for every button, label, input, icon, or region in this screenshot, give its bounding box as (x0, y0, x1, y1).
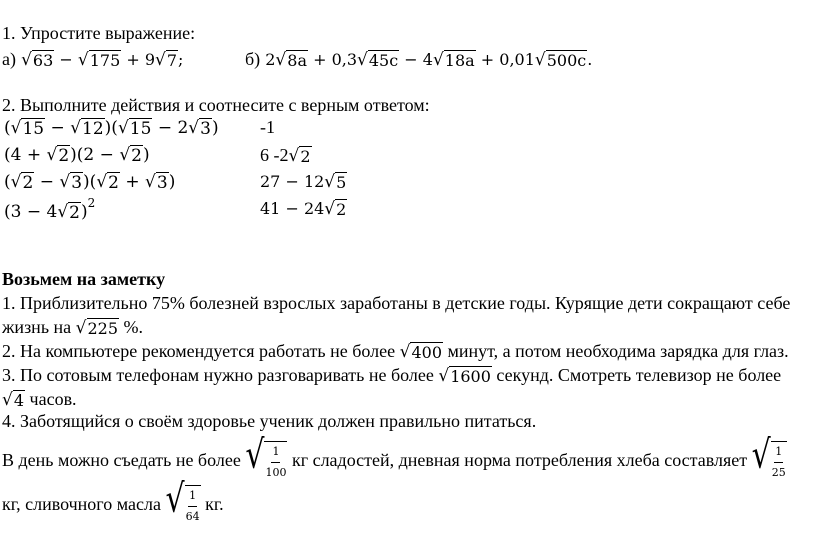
notes-line-3: 2. На компьютере рекомендуется работать не более √ 400 минут, а потом необходима зарядка для глаз. (2, 341, 789, 362)
notes-line-8: кг, сливочного масла √ $\frac{1}{64}$ кг. (2, 484, 224, 527)
task2-expression-1: ( √ 15 − √ 12 )( √ 15 − 2 √ 3 ) (4, 118, 219, 139)
notes-heading: Возьмем на заметку (2, 269, 166, 289)
task2-answer-1: -1 (260, 117, 275, 137)
task1-expression-a: а) √ 63 − √ 175 + 9 √ 7 ; (2, 49, 184, 70)
notes-line-7: В день можно съедать не более √ $\frac{1}{100}$ кг сладостей, дневная норма потребления хлеба составляет √ $\frac{1}{25}$ (2, 440, 787, 483)
task2-expression-4: (3 − 4 √ 2 )$^2$ (4, 196, 96, 223)
notes-line-5: √ 4 часов. (2, 389, 77, 410)
task1-label-a: а) (2, 49, 16, 69)
task2-answer-2: 6 -2 √ 2 (260, 145, 311, 166)
notes-line-4: 3. По сотовым телефонам нужно разговаривать не более √ 1600 секунд. Смотреть телевизор не более (2, 365, 782, 386)
task2-title: 2. Выполните действия и соотнесите с верным ответом: (2, 95, 430, 115)
task1-label-b: б) (245, 49, 261, 69)
task2-answer-3: 27 − 12 √ 5 (260, 172, 347, 192)
task1-expression-b: б) 2 √ 8a + 0,3 √ 45c − 4 √ 18a + 0,01 √ 500c . (245, 49, 593, 70)
task2-expression-3: ( √ 2 − √ 3 )( √ 2 + √ 3 ) (4, 172, 176, 193)
task2-expression-2: (4 + √ 2 )(2 − √ 2 ) (4, 145, 150, 166)
notes-line-1: 1. Приблизительно 75% болезней взрослых заработаны в детские годы. Курящие дети сокращают себе (2, 293, 791, 313)
notes-line-2: жизнь на √ 225 %. (2, 317, 144, 338)
task1-title: 1. Упростите выражение: (2, 23, 196, 43)
task2-answer-4: 41 − 24 √ 2 (260, 199, 347, 219)
notes-line-6: 4. Заботящийся о своём здоровье ученик должен правильно питаться. (2, 411, 537, 431)
